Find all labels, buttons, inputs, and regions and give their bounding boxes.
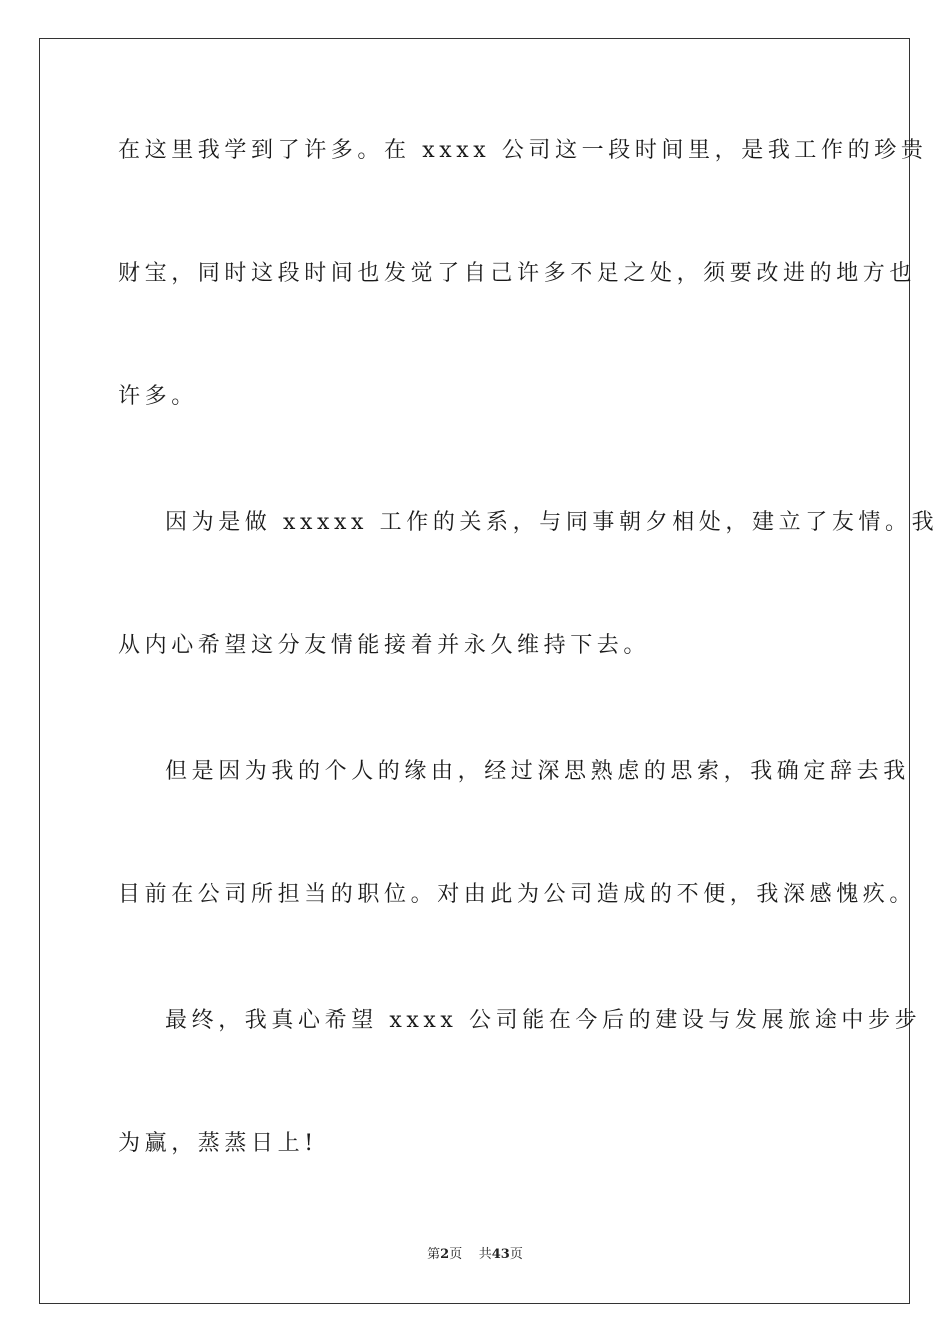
- paragraph-line: 为赢，蒸蒸日上!: [118, 1131, 318, 1156]
- page-footer: [0, 1246, 950, 1264]
- paragraph-line: 许多。: [118, 384, 198, 409]
- total-pages: 43: [491, 1247, 510, 1262]
- paragraph-line: 从内心希望这分友情能接着并永久维持下去。: [118, 633, 651, 658]
- paragraph-line: 目前在公司所担当的职位。对由此为公司造成的不便，我深感愧疚。: [118, 882, 917, 907]
- paragraph-line: 但是因为我的个人的缘由，经过深思熟虑的思索，我确定辞去我: [165, 759, 910, 784]
- total-prefix: 共: [478, 1247, 492, 1262]
- paragraph-line: 最终，我真心希望 xxxx 公司能在今后的建设与发展旅途中步步: [165, 1008, 922, 1033]
- page-number: 2: [440, 1247, 450, 1262]
- page-border: [39, 38, 939, 1304]
- paragraph-line: 在这里我学到了许多。在 xxxx 公司这一段时间里，是我工作的珍贵: [118, 138, 928, 163]
- paragraph-line: 因为是做 xxxxx 工作的关系，与同事朝夕相处，建立了友情。我: [165, 510, 939, 535]
- page-suffix: 页: [449, 1247, 463, 1262]
- paragraph-line: 财宝，同时这段时间也发觉了自己许多不足之处，须要改进的地方也: [118, 261, 917, 286]
- page-prefix: 第: [427, 1247, 441, 1262]
- total-suffix: 页: [509, 1247, 523, 1262]
